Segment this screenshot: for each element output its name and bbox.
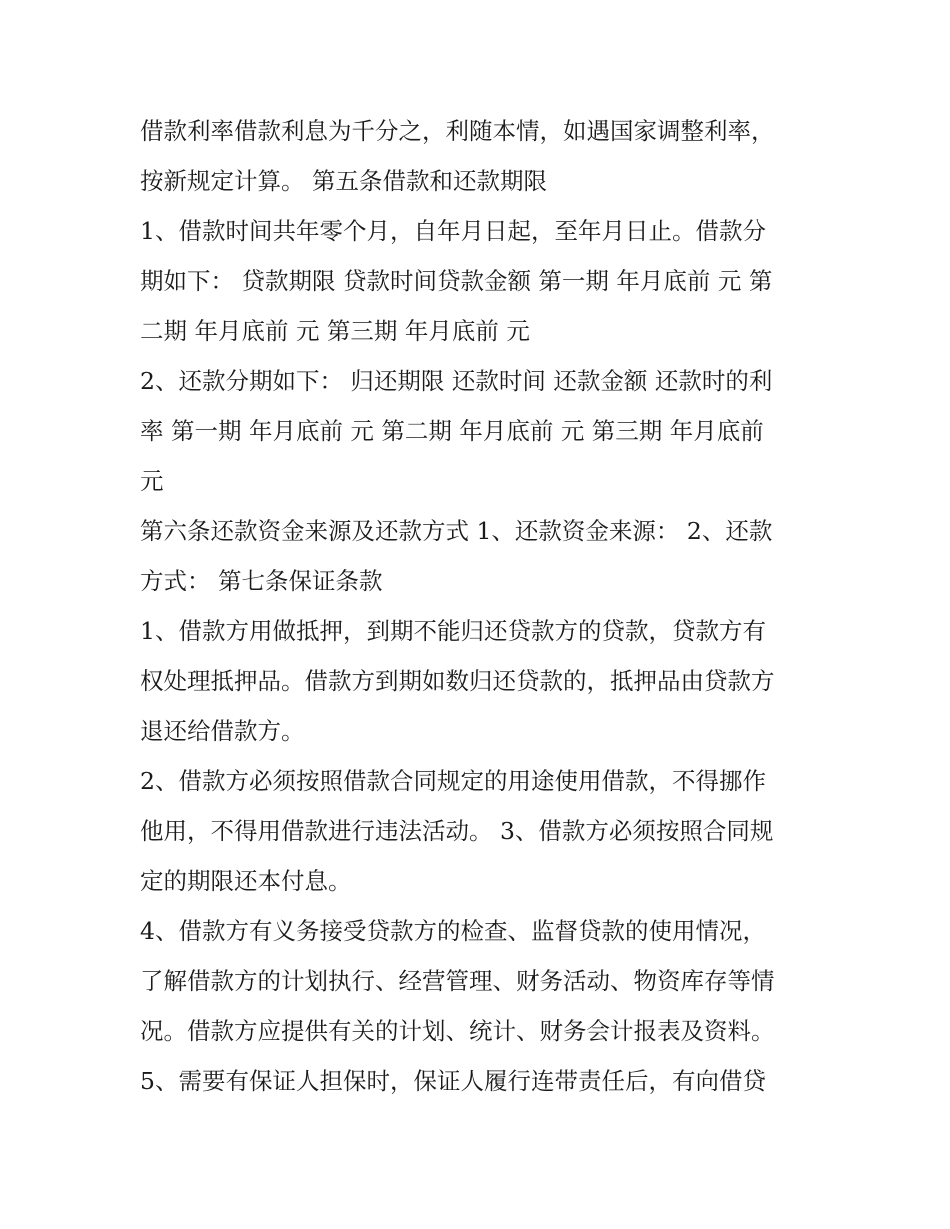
text-line: 二期 年月底前 元 第三期 年月底前 元 — [140, 317, 530, 345]
text-line: 借款利率借款利息为千分之，利随本情，如遇国家调整利率， — [140, 117, 775, 145]
text-line: 元 — [140, 467, 164, 495]
document-body — [140, 106, 820, 1106]
text-line: 率 第一期 年月底前 元 第二期 年月底前 元 第三期 年月底前 — [140, 417, 764, 445]
paragraph-collateral — [140, 606, 820, 756]
text-line: 定的期限还本付息。 — [140, 867, 352, 895]
paragraph-interest-rate — [140, 106, 820, 206]
text-line: 1、借款方用做抵押，到期不能归还贷款方的贷款，贷款方有 — [140, 617, 766, 645]
text-line: 况。借款方应提供有关的计划、统计、财务会计报表及资料。 — [140, 1017, 775, 1045]
text-line: 2、还款分期如下： 归还期限 还款时间 还款金额 还款时的利 — [140, 367, 773, 395]
text-line: 1、借款时间共年零个月，自年月日起，至年月日止。借款分 — [140, 217, 766, 245]
paragraph-repayment-schedule — [140, 356, 820, 506]
text-line: 方式： 第七条保证条款 — [140, 567, 383, 595]
paragraph-usage-obligation — [140, 756, 820, 906]
text-line: 5、需要有保证人担保时，保证人履行连带责任后，有向借贷 — [140, 1067, 766, 1095]
paragraph-repayment-source — [140, 506, 820, 606]
text-line: 权处理抵押品。借款方到期如数归还贷款的，抵押品由贷款方 — [140, 667, 775, 695]
text-line: 按新规定计算。 第五条借款和还款期限 — [140, 167, 547, 195]
text-line: 2、借款方必须按照借款合同规定的用途使用借款，不得挪作 — [140, 767, 766, 795]
text-line: 退还给借款方。 — [140, 717, 305, 745]
text-line: 他用，不得用借款进行违法活动。 3、借款方必须按照合同规 — [140, 817, 774, 845]
paragraph-loan-term — [140, 206, 820, 356]
text-line: 期如下： 贷款期限 贷款时间贷款金额 第一期 年月底前 元 第 — [140, 267, 773, 295]
text-line: 了解借款方的计划执行、经营管理、财务活动、物资库存等情 — [140, 967, 775, 995]
paragraph-inspection — [140, 906, 820, 1056]
paragraph-guarantor — [140, 1056, 820, 1106]
text-line: 第六条还款资金来源及还款方式 1、还款资金来源： 2、还款 — [140, 517, 773, 545]
text-line: 4、借款方有义务接受贷款方的检查、监督贷款的使用情况， — [140, 917, 766, 945]
